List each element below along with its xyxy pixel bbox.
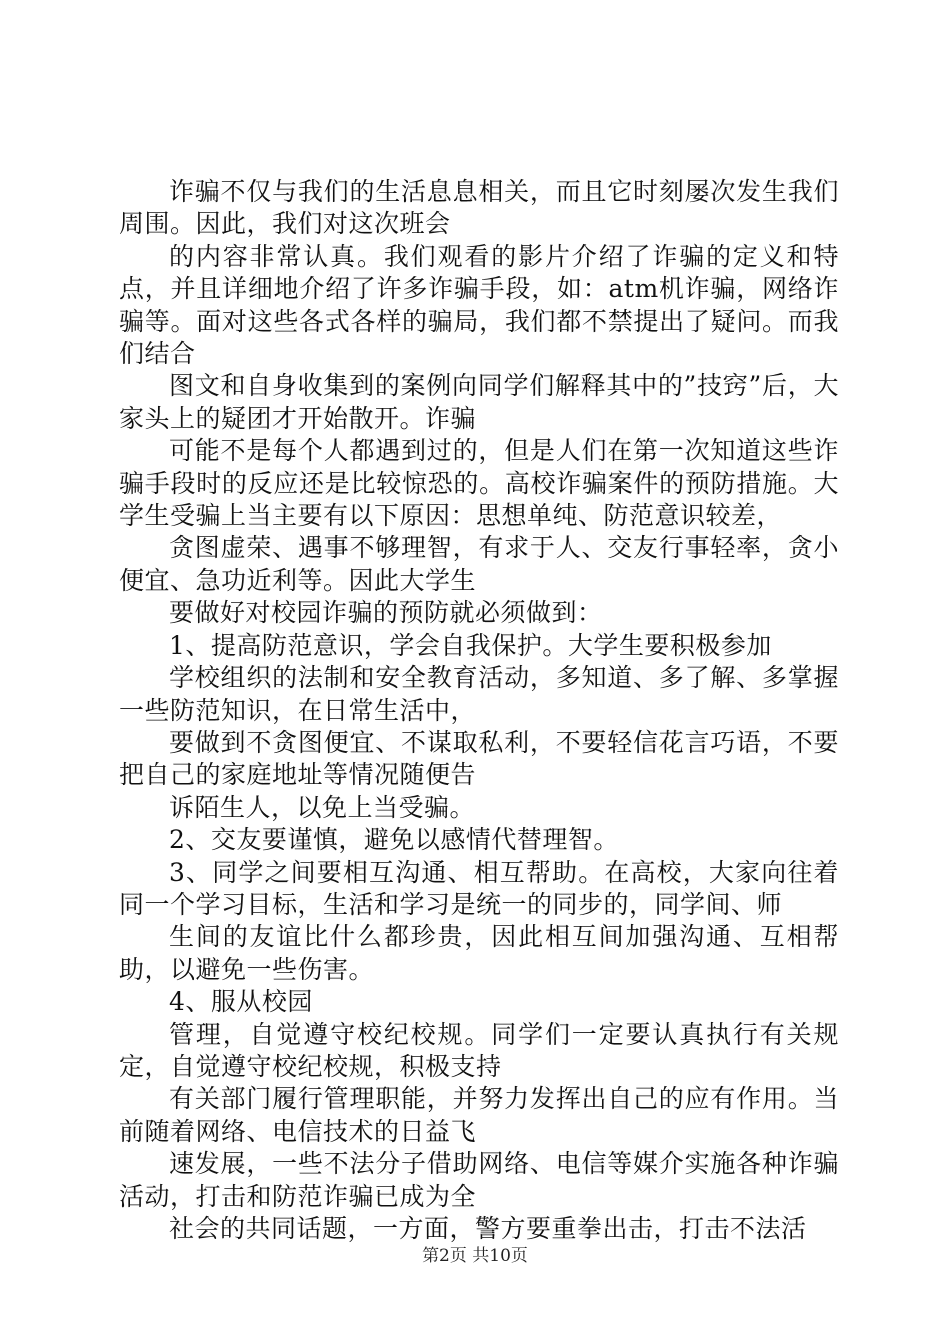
paragraph: 诉陌生人，以免上当受骗。 — [169, 792, 476, 822]
list-item: 2、交友要谨慎，避免以感情代替理智。 — [169, 825, 619, 855]
page-number-footer: 第2页 共10页 — [422, 1246, 528, 1266]
paragraph: 社会的共同话题，一方面，警方要重拳出击，打击不法活 — [169, 1214, 807, 1243]
list-item: 4、服从校园 — [169, 987, 313, 1017]
paragraph: 贪图虚荣、遇事不够理智，有求于人、交友行事轻率，贪小便宜、急功近利等。因此大学生 — [119, 533, 839, 595]
paragraph: 图文和自身收集到的案例向同学们解释其中的”技窍”后，大家头上的疑团才开始散开。诈骗 — [119, 371, 839, 433]
paragraph: 可能不是每个人都遇到过的，但是人们在第一次知道这些诈骗手段时的反应还是比较惊恐的。高校诈骗案件的预防措施。大学生受骗上当主要有以下原因：思想单纯、防范意识较差， — [119, 436, 839, 531]
paragraph: 要做到不贪图便宜、不谋取私利，不要轻信花言巧语，不要把自己的家庭地址等情况随便告 — [119, 727, 839, 790]
paragraph: 的内容非常认真。我们观看的影片介绍了诈骗的定义和特点，并且详细地介绍了许多诈骗手段，如：atm机诈骗，网络诈骗等。面对这些各式各样的骗局，我们都不禁提出了疑问。而我们结合 — [119, 241, 839, 369]
paragraph: 学校组织的法制和安全教育活动，多知道、多了解、多掌握一些防范知识，在日常生活中， — [119, 663, 839, 725]
list-item: 3、同学之间要相互沟通、相互帮助。在高校，大家向往着同一个学习目标，生活和学习是统一的同步的，同学间、师 — [119, 857, 839, 919]
document-body — [119, 176, 839, 1245]
paragraph: 有关部门履行管理职能，并努力发挥出自己的应有作用。当前随着网络、电信技术的日益飞 — [119, 1084, 839, 1146]
paragraph: 管理，自觉遵守校纪校规。同学们一定要认真执行有关规定，自觉遵守校纪校规，积极支持 — [119, 1019, 839, 1081]
paragraph: 速发展，一些不法分子借助网络、电信等媒介实施各种诈骗活动，打击和防范诈骗已成为全 — [119, 1149, 839, 1211]
list-item: 1、提高防范意识，学会自我保护。大学生要积极参加 — [169, 630, 772, 660]
paragraph: 生间的友谊比什么都珍贵，因此相互间加强沟通、互相帮助，以避免一些伤害。 — [119, 922, 839, 984]
paragraph: 诈骗不仅与我们的生活息息相关，而且它时刻屡次发生我们周围。因此，我们对这次班会 — [119, 177, 839, 239]
paragraph: 要做好对校园诈骗的预防就必须做到： — [169, 598, 603, 628]
